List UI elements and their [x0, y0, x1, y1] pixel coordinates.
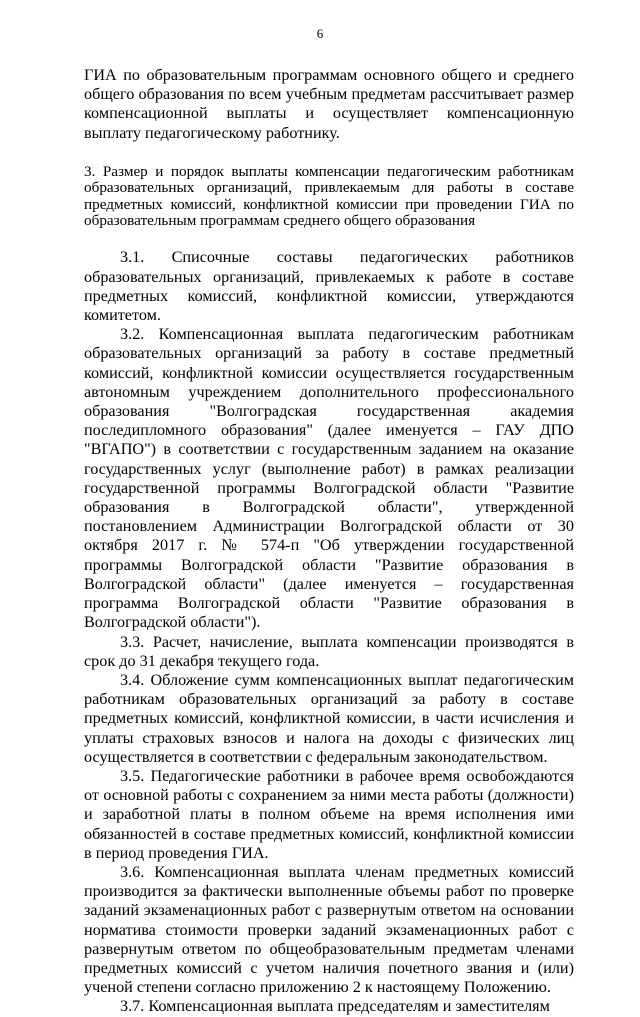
clause-3-5: 3.5. Педагогические работники в рабочее время освобождаются от основной работы с сохранением за ними места работы (должности) и заработной платы в полном объеме на время исполнения ими обязанностей в составе предметных комиссий, конфликтной комиссии в период проведения ГИА.: [84, 766, 574, 862]
clause-3-3: 3.3. Расчет, начисление, выплата компенсации производятся в срок до 31 декабря текущего года.: [84, 632, 574, 670]
page-number: 6: [316, 26, 324, 41]
clause-3-2: 3.2. Компенсационная выплата педагогическим работникам образовательных организаций за работу в составе предметный комиссий, конфликтной комиссии осуществляется государственным автономным учреждением дополнительного профессионального образования "Волгоградская государственная академия последипломного образования" (далее именуется – ГАУ ДПО "ВГАПО") в соответствии с государственным заданием на оказание государственных услуг (выполнение работ) в рамках реализации государственной программы Волгоградской области "Развитие образования в Волгоградской области", утвержденной постановлением Администрации Волгоградской области от 30 октября 2017 г. № 574-п "Об утверждении государственной программы Волгоградской области "Развитие образования в Волгоградской области" (далее именуется – государственная программа Волгоградской области "Развитие образования в Волгоградской области").: [84, 325, 574, 632]
intro-paragraph: ГИА по образовательным программам основного общего и среднего общего образования по всем учебным предметам рассчитывает размер компенсационной выплаты и осуществляет компенсационную выплату педагогическому работнику.: [84, 66, 574, 142]
clause-3-6: 3.6. Компенсационная выплата членам предметных комиссий производится за фактически выполненные объемы работ по проверке заданий экзаменационных работ с развернутым ответом на основании норматива стоимости проверки заданий экзаменационных работ с развернутым ответом по общеобразовательным предметам членами предметных комиссий с учетом наличия почетного звания и (или) ученой степени согласно приложению 2 к настоящему Положению.: [84, 862, 574, 997]
clause-3-7: 3.7. Компенсационная выплата председателям и заместителям: [120, 997, 550, 1016]
section-title: 3. Размер и порядок выплаты компенсации педагогическим работникам образовательных организаций, привлекаемым для работы в составе предметных комиссий, конфликтной комиссии при проведении ГИА по образовательным программам среднего общего образования: [84, 162, 574, 230]
clause-3-1: 3.1. Списочные составы педагогических работников образовательных организаций, привлекаемых к работе в составе предметных комиссий, конфликтной комиссии, утверждаются комитетом.: [84, 248, 574, 325]
clause-3-4: 3.4. Обложение сумм компенсационных выплат педагогическим работникам образовательных организаций за работу в составе предметных комиссий, конфликтной комиссии, в части исчисления и уплаты страховых взносов и налога на доходы с физических лиц осуществляется в соответствии с федеральным законодательством.: [84, 670, 574, 766]
document-body: [84, 66, 574, 1017]
